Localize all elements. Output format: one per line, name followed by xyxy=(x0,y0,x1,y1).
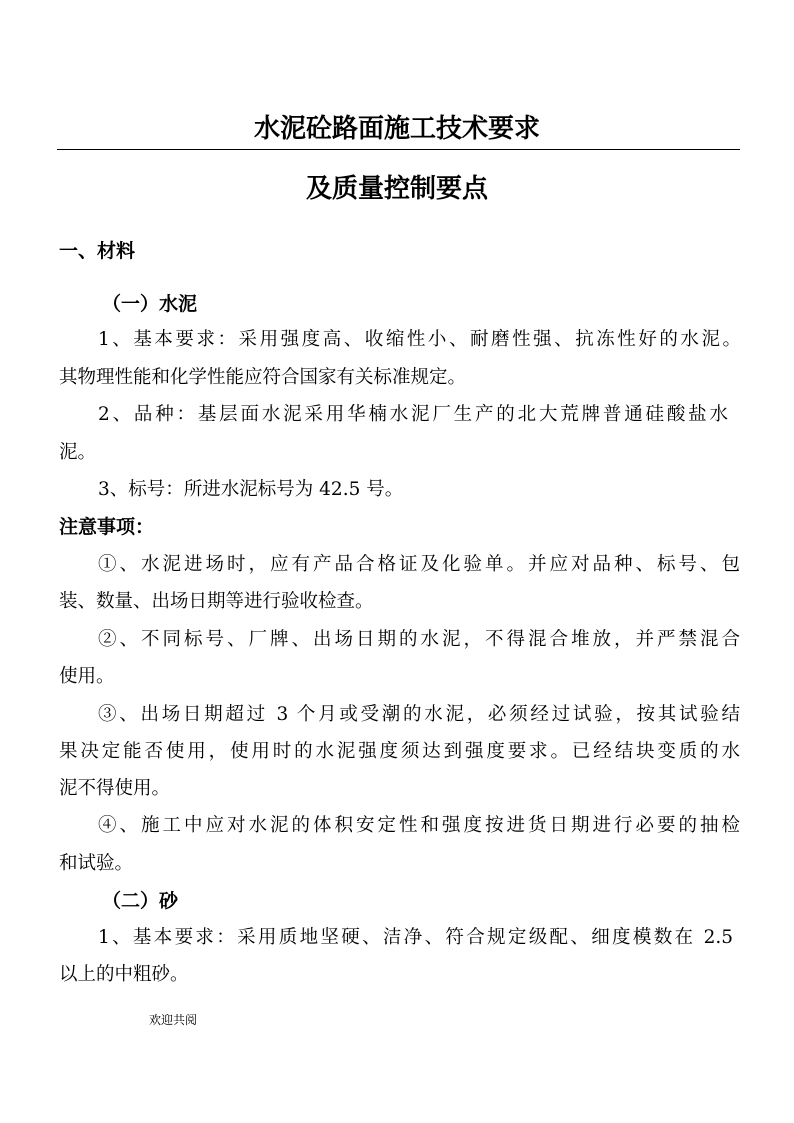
section-heading-materials: 一、材料 xyxy=(59,240,136,262)
sand-requirement-line2: 以上的中粗砂。 xyxy=(59,964,189,985)
cement-requirement-line2: 其物理性能和化学性能应符合国家有关标准规定。 xyxy=(59,367,467,388)
document-title-line2: 及质量控制要点 xyxy=(305,174,488,204)
page-footer-text: 欢迎共阅 xyxy=(149,1013,198,1027)
note3-line2: 果决定能否使用，使用时的水泥强度须达到强度要求。已经结块变质的水 xyxy=(59,741,740,762)
document-title-line1: 水泥砼路面施工技术要求 xyxy=(253,114,540,144)
note1-line1: ①、水泥进场时，应有产品合格证及化验单。并应对品种、标号、包 xyxy=(98,554,740,575)
note3-line3: 泥不得使用。 xyxy=(59,778,171,799)
cement-variety-line1: 2、品种：基层面水泥采用华楠水泥厂生产的北大荒牌普通硅酸盐水 xyxy=(98,404,728,425)
subsection-heading-sand: （二）砂 xyxy=(102,890,179,912)
title-divider xyxy=(57,149,740,150)
note1-line2: 装、数量、出场日期等进行验收检查。 xyxy=(59,591,374,612)
subsection-heading-cement: （一）水泥 xyxy=(102,293,198,315)
cement-variety-line2: 泥。 xyxy=(59,442,97,463)
cement-grade-line: 3、标号：所进水泥标号为 42.5 号。 xyxy=(98,479,404,500)
cement-requirement-line1: 1、基本要求：采用强度高、收缩性小、耐磨性强、抗冻性好的水泥。 xyxy=(98,329,741,350)
note2-line1: ②、不同标号、厂牌、出场日期的水泥，不得混合堆放，并严禁混合 xyxy=(98,629,740,650)
note2-line2: 使用。 xyxy=(59,666,115,687)
note3-line1: ③、出场日期超过 3 个月或受潮的水泥，必须经过试验，按其试验结 xyxy=(98,704,740,725)
sand-requirement-line1: 1、基本要求：采用质地坚硬、洁净、符合规定级配、细度模数在 2.5 xyxy=(98,927,733,948)
note4-line1: ④、施工中应对水泥的体积安定性和强度按进货日期进行必要的抽检 xyxy=(98,815,740,836)
notes-heading: 注意事项： xyxy=(59,516,155,538)
note4-line2: 和试验。 xyxy=(59,853,134,874)
